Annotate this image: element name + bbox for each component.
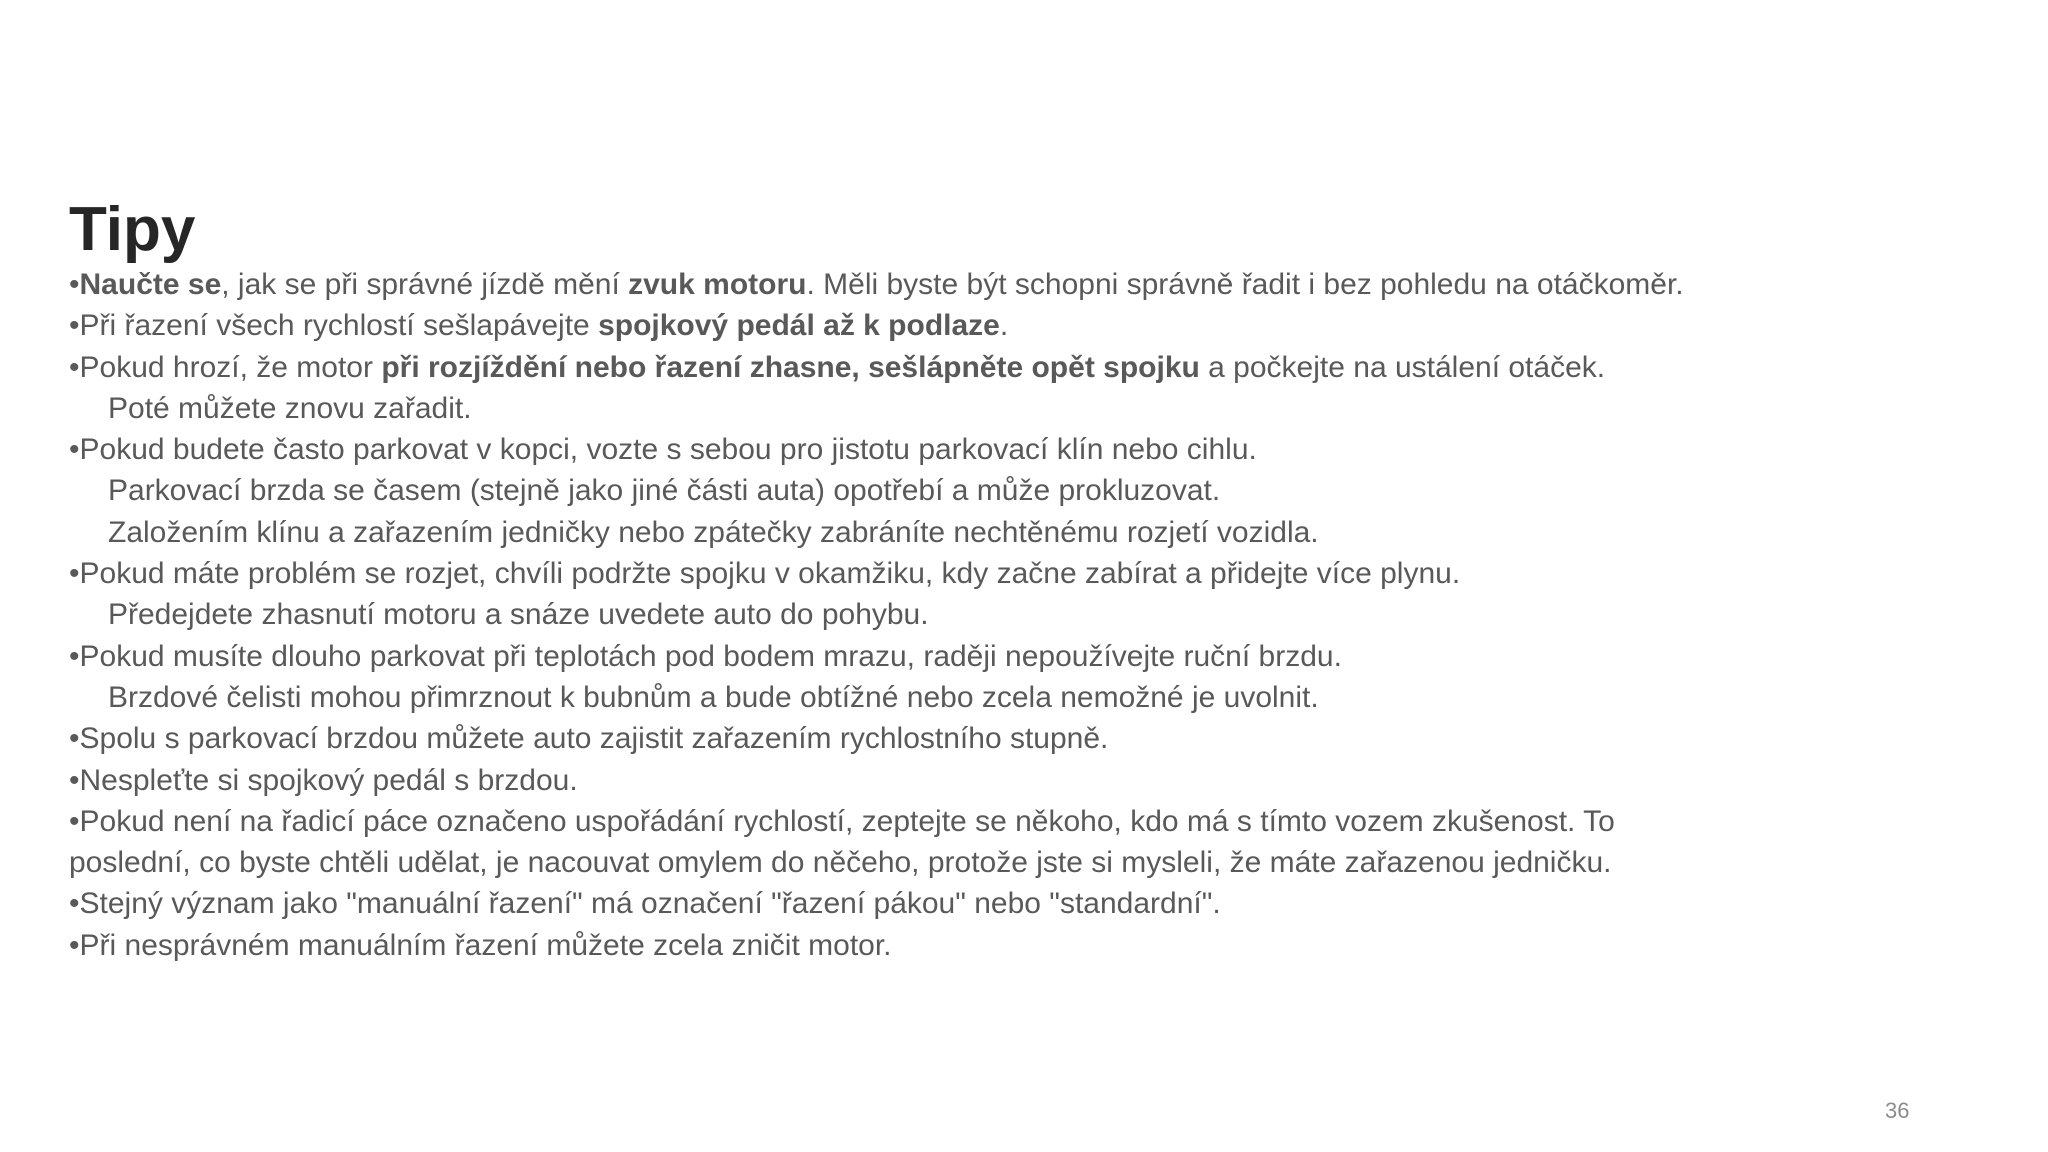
slide-title: Tipy bbox=[69, 195, 196, 264]
text-segment: •Stejný význam jako "manuální řazení" má označení "řazení pákou" nebo "standardní". bbox=[69, 887, 1221, 921]
text-segment: •Nespleťte si spojkový pedál s brzdou. bbox=[69, 763, 578, 797]
text-segment: •Spolu s parkovací brzdou můžete auto zajistit zařazením rychlostního stupně. bbox=[69, 722, 1109, 756]
text-segment: •Pokud budete často parkovat v kopci, vozte s sebou pro jistotu parkovací klín nebo cihlu. bbox=[69, 433, 1257, 467]
bullet-item bbox=[69, 264, 2029, 305]
text-segment: Založením klínu a zařazením jedničky nebo zpátečky zabráníte nechtěnému rozjetí vozidla. bbox=[108, 515, 1319, 549]
text-segment: Předejdete zhasnutí motoru a snáze uvedete auto do pohybu. bbox=[108, 598, 929, 632]
bullet-item bbox=[69, 718, 2029, 759]
bullet-item bbox=[69, 429, 2029, 470]
text-segment: Brzdové čelisti mohou přimrznout k bubnům a bude obtížné nebo zcela nemožné je uvolnit. bbox=[108, 680, 1319, 714]
text-segment: •Pokud máte problém se rozjet, chvíli podržte spojku v okamžiku, kdy začne zabírat a přidejte více plynu. bbox=[69, 557, 1461, 591]
text-segment: Parkovací brzda se časem (stejně jako jiné části auta) opotřebí a může prokluzovat. bbox=[108, 474, 1221, 508]
page-number: 36 bbox=[1885, 1098, 1910, 1123]
bullet-item bbox=[69, 636, 2029, 677]
emphasized-text: Naučte se bbox=[79, 268, 222, 301]
text-segment: . bbox=[999, 309, 1009, 343]
bullet-item bbox=[69, 305, 2029, 346]
text-segment: . Měli byste být schopni správně řadit i bez pohledu na otáčkoměr. bbox=[806, 268, 1684, 301]
text-segment: •Při nesprávném manuálním řazení můžete zcela zničit motor. bbox=[69, 928, 892, 962]
bullet-item bbox=[69, 553, 2029, 594]
text-segment: • bbox=[69, 268, 80, 301]
bullet-item bbox=[69, 801, 2029, 842]
text-segment: , jak se při správné jízdě mění bbox=[221, 268, 629, 301]
bullet-subline bbox=[69, 512, 2029, 553]
bullet-subline bbox=[69, 388, 2029, 429]
text-segment: •Pokud hrozí, že motor bbox=[69, 350, 382, 384]
emphasized-text: spojkový pedál až k podlaze bbox=[598, 309, 1000, 343]
bullet-continuation bbox=[69, 842, 2029, 883]
text-segment: •Při řazení všech rychlostí sešlapávejte bbox=[69, 309, 599, 343]
bullet-item bbox=[69, 760, 2029, 801]
bullet-item bbox=[69, 883, 2029, 924]
text-segment: a počkejte na ustálení otáček. bbox=[1199, 350, 1606, 384]
bullet-item bbox=[69, 347, 2029, 388]
emphasized-text: zvuk motoru bbox=[628, 268, 807, 301]
bullet-subline bbox=[69, 594, 2029, 635]
text-segment: poslední, co byste chtěli udělat, je nacouvat omylem do něčeho, protože jste si mysleli, že máte zařazenou jedničku. bbox=[69, 846, 1612, 880]
text-segment: •Pokud musíte dlouho parkovat při teplotách pod bodem mrazu, raději nepoužívejte ruční brzdu. bbox=[69, 639, 1342, 673]
text-segment: Poté můžete znovu zařadit. bbox=[108, 391, 472, 425]
bullet-subline bbox=[69, 470, 2029, 511]
bullet-item bbox=[69, 925, 2029, 966]
emphasized-text: při rozjíždění nebo řazení zhasne, sešlápněte opět spojku bbox=[381, 350, 1200, 384]
text-segment: •Pokud není na řadicí páce označeno uspořádání rychlostí, zeptejte se někoho, kdo má s tímto vozem zkušenost. To bbox=[69, 804, 1615, 838]
slide-body bbox=[69, 264, 2029, 966]
bullet-subline bbox=[69, 677, 2029, 718]
